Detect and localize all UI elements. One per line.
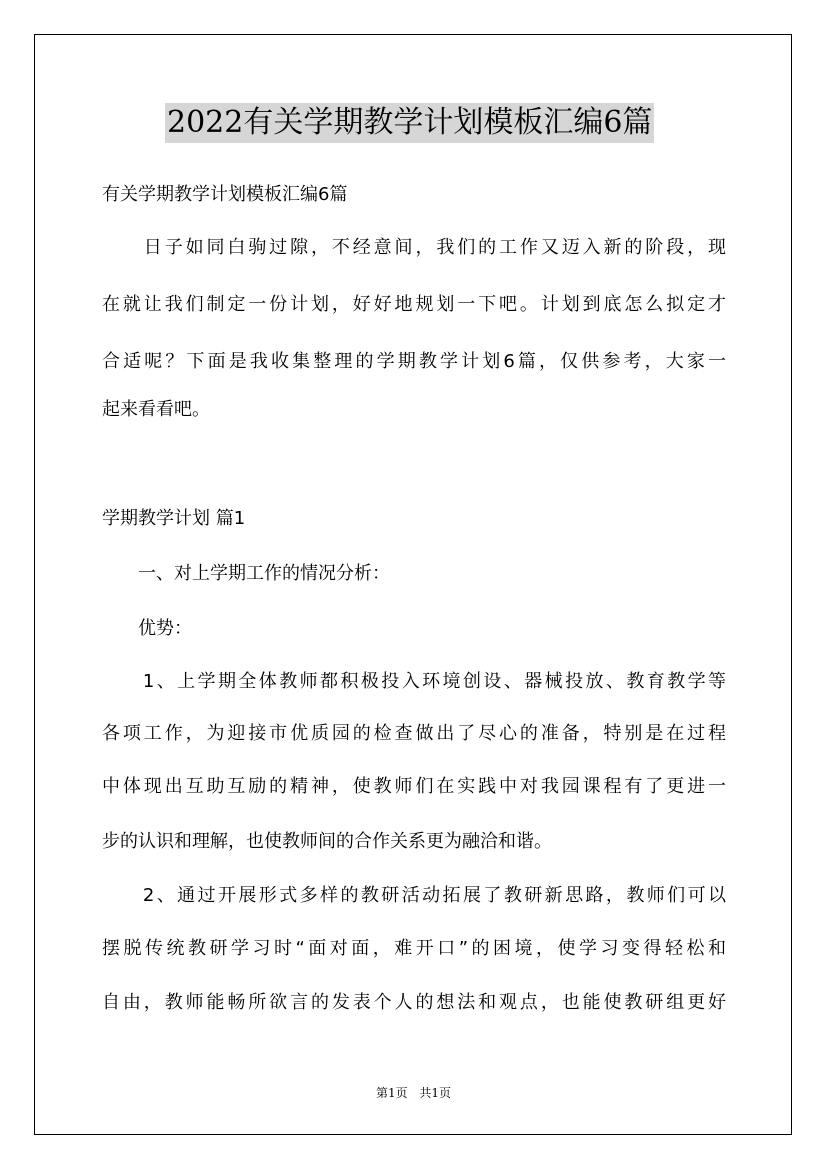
body-line-5: 中体现出互助互励的精神，使教师们在实践中对我园课程有了更进一 [102,776,726,797]
body-line-6: 步的认识和理解，也使教师间的合作关系更为融洽和谐。 [102,831,552,852]
subtitle-line: 有关学期教学计划模板汇编6篇 [102,184,348,205]
page-total: 共1页 [419,1086,452,1100]
body-line-3: 1、上学期全体教师都积极投入环境创设、器械投放、教育教学等 [102,671,726,692]
document-title: 2022有关学期教学计划模板汇编6篇 [165,103,654,143]
page-footer [0,1084,827,1101]
page-number: 第1页 [375,1086,408,1100]
body-line-9: 自由，教师能畅所欲言的发表个人的想法和观点，也能使教研组更好 [102,992,726,1013]
intro-line-2: 在就让我们制定一份计划，好好地规划一下吧。计划到底怎么拟定才 [102,294,726,315]
section-heading: 学期教学计划 篇1 [102,508,246,529]
intro-line-4: 起来看看吧。 [102,399,210,420]
body-line-4: 各项工作，为迎接市优质园的检查做出了尽心的准备，特别是在过程 [102,723,726,744]
body-line-2: 优势： [102,618,192,639]
intro-line-1: 日子如同白驹过隙，不经意间，我们的工作又迈入新的阶段，现 [102,237,726,258]
body-line-7: 2、通过开展形式多样的教研活动拓展了教研新思路，教师们可以 [102,885,726,906]
body-line-8: 摆脱传统教研学习时“面对面，难开口”的困境，使学习变得轻松和 [102,938,726,959]
intro-line-3: 合适呢？下面是我收集整理的学期教学计划6篇，仅供参考，大家一 [102,351,726,372]
body-line-1: 一、对上学期工作的情况分析： [102,563,390,584]
